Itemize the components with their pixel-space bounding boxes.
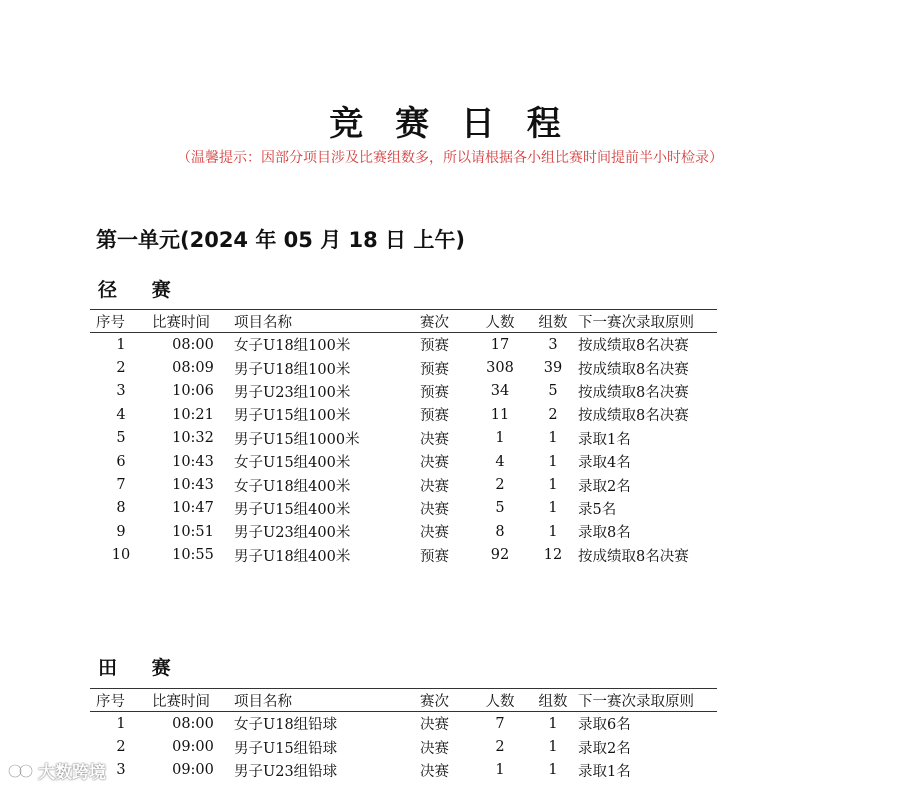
row-group-count: 39: [543, 360, 563, 377]
row-advance-rule: 按成绩取8名决赛: [578, 548, 689, 565]
table-row: [90, 427, 717, 450]
row-number: 6: [116, 453, 126, 470]
column-header: 人数: [472, 310, 528, 333]
row-event-name: 女子U18组100米: [234, 338, 351, 355]
row-advance-rule: 录5名: [578, 501, 617, 518]
row-group-count: 1: [548, 762, 558, 779]
row-time: 10:47: [172, 500, 214, 517]
row-number: 8: [116, 500, 126, 517]
row-event-name: 男子U23组铅球: [234, 763, 338, 780]
watermark-text: 大数跨境: [38, 763, 106, 783]
column-header: 下一赛次录取原则: [578, 310, 717, 333]
row-event-name: 男子U15组铅球: [234, 740, 338, 757]
row-event-name: 男子U18组100米: [234, 361, 351, 378]
table-row: [90, 520, 717, 543]
row-round: 预赛: [420, 408, 449, 425]
row-participant-count: 7: [495, 715, 505, 732]
column-header: 比赛时间: [152, 310, 234, 333]
row-number: 2: [116, 739, 126, 756]
row-event-name: 男子U18组400米: [234, 548, 351, 565]
table-row: [90, 544, 717, 567]
column-header: 组数: [528, 310, 578, 333]
row-time: 08:00: [172, 715, 214, 732]
row-advance-rule: 录取1名: [578, 763, 631, 780]
row-round: 决赛: [420, 478, 449, 495]
page-title: 竞 赛 日 程: [329, 104, 571, 144]
row-number: 1: [116, 336, 126, 353]
column-header: 项目名称: [234, 310, 420, 333]
row-participant-count: 11: [490, 406, 510, 423]
row-round: 决赛: [420, 501, 449, 518]
column-header: 序号: [90, 689, 152, 712]
row-participant-count: 308: [486, 360, 514, 377]
row-time: 09:00: [172, 739, 214, 756]
unit-title: 第一单元(2024 年 05 月 18 日 上午): [96, 228, 465, 252]
table-header-row: [90, 310, 717, 333]
row-round: 决赛: [420, 763, 449, 780]
column-header: 人数: [472, 689, 528, 712]
row-group-count: 1: [548, 430, 558, 447]
row-group-count: 1: [548, 715, 558, 732]
field-schedule-table: [90, 688, 717, 782]
row-time: 10:43: [172, 477, 214, 494]
row-number: 1: [116, 715, 126, 732]
row-advance-rule: 按成绩取8名决赛: [578, 408, 689, 425]
row-group-count: 12: [543, 547, 563, 564]
row-time: 09:00: [172, 762, 214, 779]
row-number: 9: [116, 523, 126, 540]
table-row: [90, 380, 717, 403]
table-row: [90, 712, 717, 736]
row-participant-count: 1: [495, 762, 505, 779]
row-advance-rule: 录取1名: [578, 431, 631, 448]
row-event-name: 男子U15组1000米: [234, 431, 360, 448]
row-group-count: 1: [548, 739, 558, 756]
row-time: 10:32: [172, 430, 214, 447]
row-time: 10:55: [172, 547, 214, 564]
row-round: 预赛: [420, 384, 449, 401]
row-group-count: 1: [548, 477, 558, 494]
track-schedule-table: [90, 309, 717, 567]
row-round: 决赛: [420, 431, 449, 448]
row-advance-rule: 录取4名: [578, 455, 631, 472]
table-row: [90, 333, 717, 357]
row-number: 5: [116, 430, 126, 447]
column-header: 序号: [90, 310, 152, 333]
row-advance-rule: 按成绩取8名决赛: [578, 338, 689, 355]
row-round: 决赛: [420, 455, 449, 472]
row-group-count: 2: [548, 406, 558, 423]
row-round: 决赛: [420, 525, 449, 542]
table-row: [90, 403, 717, 426]
row-number: 10: [111, 547, 131, 564]
row-group-count: 1: [548, 523, 558, 540]
row-participant-count: 4: [495, 453, 505, 470]
field-section-heading: 田 赛: [98, 657, 185, 679]
row-participant-count: 2: [495, 739, 505, 756]
row-round: 预赛: [420, 338, 449, 355]
table-row: [90, 497, 717, 520]
row-advance-rule: 按成绩取8名决赛: [578, 384, 689, 401]
notice-text: （温馨提示：因部分项目涉及比赛组数多，所以请根据各小组比赛时间提前半小时检录）: [177, 150, 723, 166]
track-section-heading: 径 赛: [98, 279, 185, 301]
column-header: 项目名称: [234, 689, 420, 712]
row-event-name: 男子U15组100米: [234, 408, 351, 425]
column-header: 赛次: [420, 689, 472, 712]
row-participant-count: 92: [490, 547, 510, 564]
row-number: 4: [116, 406, 126, 423]
watermark-logo-icon: [8, 761, 34, 781]
column-header: 比赛时间: [152, 689, 234, 712]
row-time: 10:06: [172, 383, 214, 400]
row-time: 08:09: [172, 360, 214, 377]
table-row: [90, 450, 717, 473]
table-header-row: [90, 689, 717, 712]
row-participant-count: 1: [495, 430, 505, 447]
row-time: 10:43: [172, 453, 214, 470]
row-advance-rule: 录取2名: [578, 478, 631, 495]
row-event-name: 女子U18组400米: [234, 478, 351, 495]
row-group-count: 1: [548, 500, 558, 517]
row-time: 08:00: [172, 336, 214, 353]
row-round: 决赛: [420, 740, 449, 757]
row-number: 7: [116, 477, 126, 494]
row-round: 预赛: [420, 361, 449, 378]
row-number: 3: [116, 762, 126, 779]
column-header: 赛次: [420, 310, 472, 333]
row-event-name: 男子U15组400米: [234, 501, 351, 518]
row-number: 2: [116, 360, 126, 377]
row-round: 预赛: [420, 548, 449, 565]
column-header: 下一赛次录取原则: [578, 689, 717, 712]
row-advance-rule: 录取6名: [578, 717, 631, 734]
row-round: 决赛: [420, 717, 449, 734]
row-group-count: 5: [548, 383, 558, 400]
row-participant-count: 17: [490, 336, 510, 353]
row-event-name: 女子U15组400米: [234, 455, 351, 472]
table-row: [90, 473, 717, 496]
row-advance-rule: 按成绩取8名决赛: [578, 361, 689, 378]
table-row: [90, 735, 717, 758]
row-advance-rule: 录取8名: [578, 525, 631, 542]
row-participant-count: 8: [495, 523, 505, 540]
watermark: [8, 758, 106, 783]
row-participant-count: 2: [495, 477, 505, 494]
row-number: 3: [116, 383, 126, 400]
table-row: [90, 356, 717, 379]
row-participant-count: 34: [490, 383, 510, 400]
table-row: [90, 759, 717, 782]
row-group-count: 3: [548, 336, 558, 353]
row-time: 10:21: [172, 406, 214, 423]
row-group-count: 1: [548, 453, 558, 470]
row-event-name: 男子U23组100米: [234, 384, 351, 401]
column-header: 组数: [528, 689, 578, 712]
row-event-name: 男子U23组400米: [234, 525, 351, 542]
row-participant-count: 5: [495, 500, 505, 517]
row-advance-rule: 录取2名: [578, 740, 631, 757]
row-event-name: 女子U18组铅球: [234, 717, 338, 734]
row-time: 10:51: [172, 523, 214, 540]
